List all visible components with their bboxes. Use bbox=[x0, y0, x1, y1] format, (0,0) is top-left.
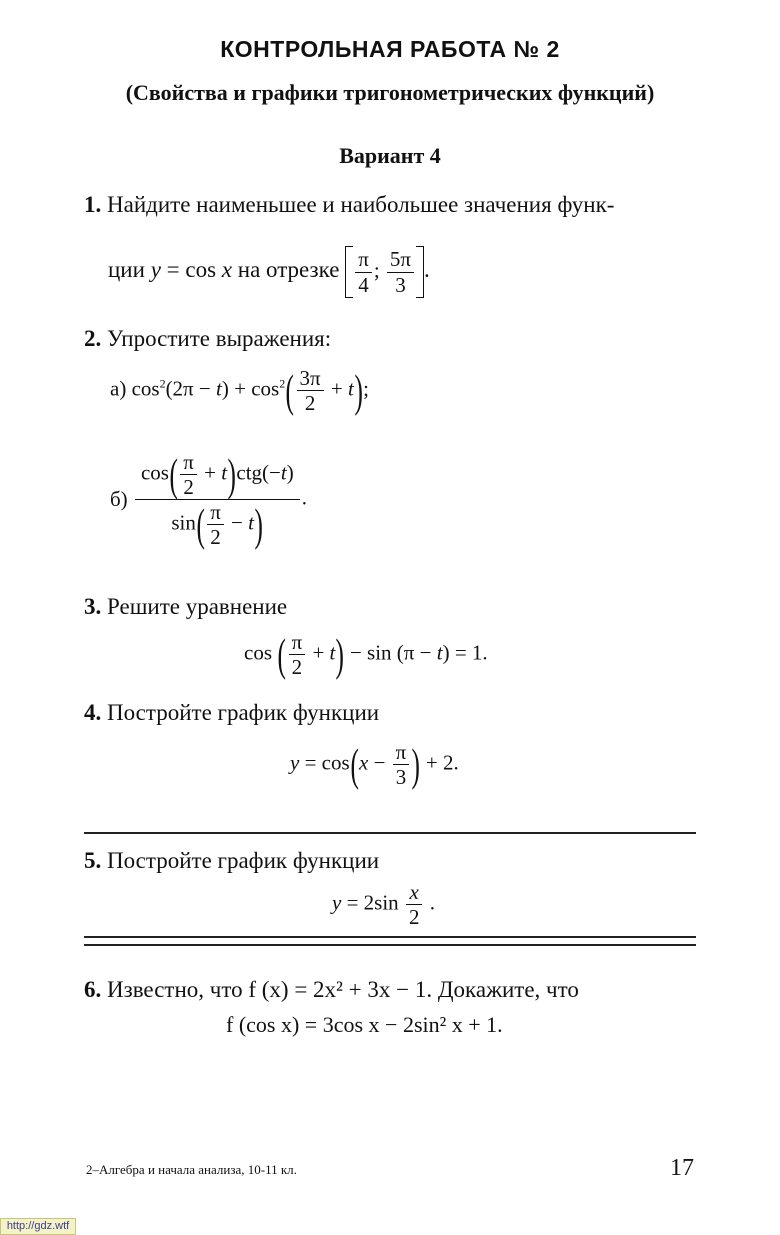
section-divider-double-1 bbox=[84, 936, 696, 938]
task-2-part-b: б) cos( $\frac{\pi}{2}$ + t)ctg(−t) sin( $\frac{\pi}{2}$ − t) . bbox=[110, 448, 307, 550]
variant-heading: Вариант 4 bbox=[339, 143, 441, 168]
task-1-line-1 bbox=[84, 192, 614, 218]
task-4-number: 4. bbox=[84, 700, 102, 725]
task-2-text: Упростите выражения: bbox=[107, 326, 332, 351]
watermark-link[interactable]: http://gdz.wtf bbox=[0, 1218, 76, 1235]
task-6-number: 6. bbox=[84, 977, 102, 1002]
task-5-equation: y = 2sin $\frac{x}{2}$ . bbox=[332, 880, 435, 930]
task-6-line-1 bbox=[84, 977, 579, 1003]
task-4-text: Постройте график функции bbox=[107, 700, 380, 725]
task-5-text: Постройте график функции bbox=[107, 848, 380, 873]
page-number: 17 bbox=[670, 1155, 694, 1181]
task-1-number: 1. bbox=[84, 192, 102, 217]
task-2-heading bbox=[84, 326, 331, 352]
task-1-line-2: ции y = cos x на отрезке $\frac{\pi}{4}$ ; $\frac{5\pi}{3}$ . bbox=[108, 247, 430, 297]
task-2-part-a: а) $\cos^2(2\pi - t) + \cos^2$( $\frac{3\pi}{2}$ + t); bbox=[110, 364, 369, 416]
task-5-heading bbox=[84, 848, 379, 874]
task-3-heading bbox=[84, 594, 287, 620]
task-2-number: 2. bbox=[84, 326, 102, 351]
task-1-text: Найдите наименьшее и наибольшее значения функ- bbox=[107, 192, 615, 217]
task-5-number: 5. bbox=[84, 848, 102, 873]
section-divider bbox=[84, 832, 696, 834]
task-3-equation: cos ( $\frac{\pi}{2}$ + t) − sin (π − t) = 1. bbox=[244, 628, 488, 680]
task-6-text: Известно, что f (x) = 2x² + 3x − 1. Докажите, что bbox=[107, 977, 579, 1002]
task-4-equation: y = cos(x − $\frac{\pi}{3}$ ) + 2. bbox=[290, 738, 459, 790]
section-divider-double-2 bbox=[84, 944, 696, 946]
task-3-number: 3. bbox=[84, 594, 102, 619]
page-title: КОНТРОЛЬНАЯ РАБОТА № 2 bbox=[220, 36, 560, 62]
footer-book-title: 2–Алгебра и начала анализа, 10-11 кл. bbox=[86, 1162, 297, 1177]
task-6-equation: f (cos x) = 3cos x − 2sin² x + 1. bbox=[226, 1012, 503, 1037]
task-4-heading bbox=[84, 700, 379, 726]
task-3-text: Решите уравнение bbox=[107, 594, 288, 619]
page-subtitle: (Свойства и графики тригонометрических функций) bbox=[125, 80, 655, 105]
